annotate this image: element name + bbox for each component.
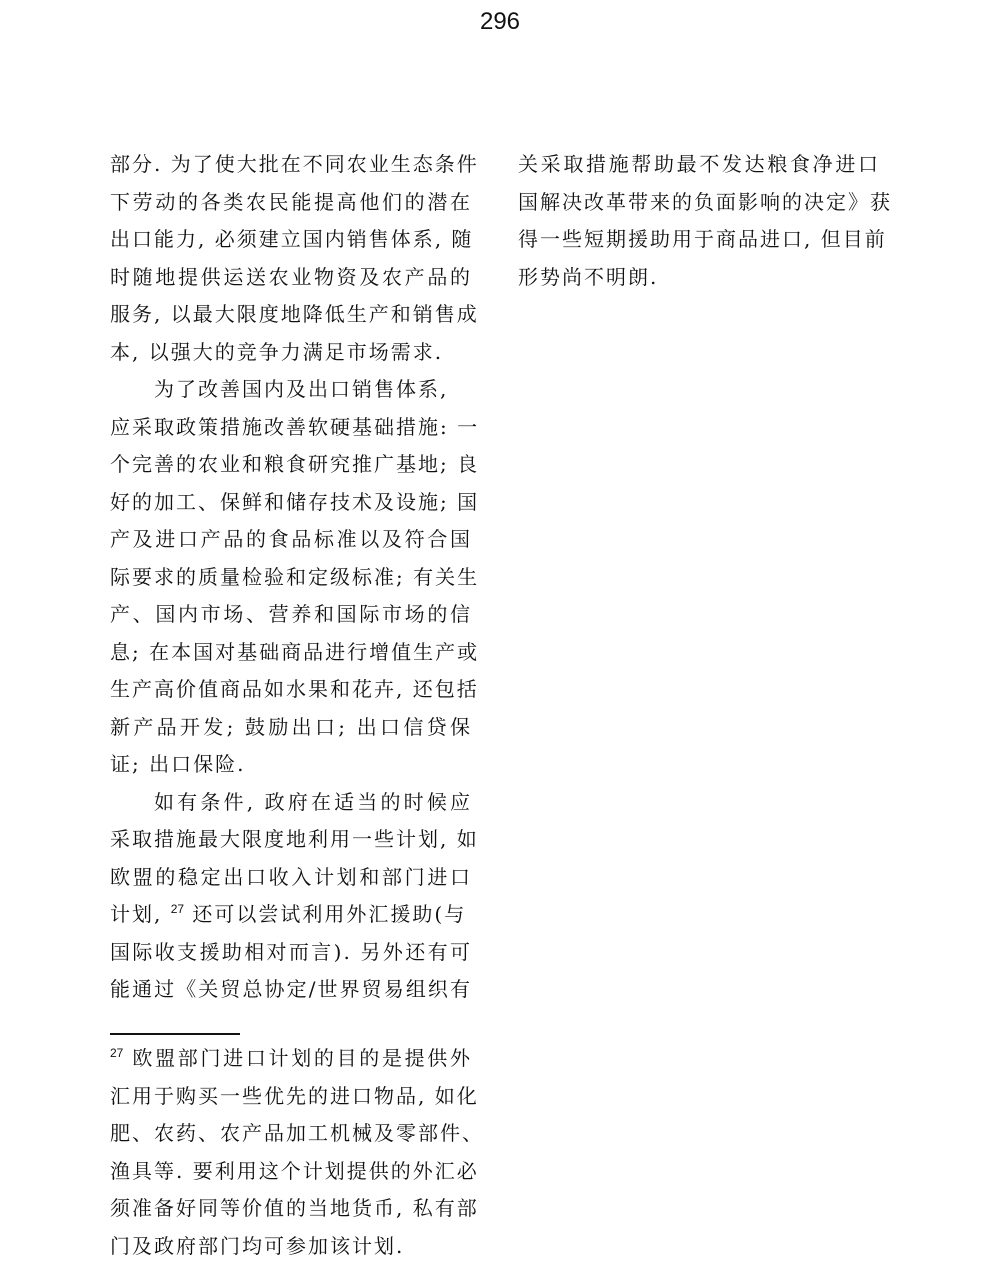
text-line: 出口能力, 必须建立国内销售体系, 随 <box>110 227 474 251</box>
text-line: 时随地提供运送农业物资及农产品的 <box>110 264 472 289</box>
footnote-marker: 27 <box>110 1046 124 1060</box>
text-line: 际要求的质量检验和定级标准; 有关生 <box>110 564 480 589</box>
text-line: 为了改善国内及出口销售体系, <box>154 377 449 401</box>
text-segment: 欧盟部门进口计划的目的是提供外 <box>123 1046 472 1070</box>
right-column <box>518 146 892 296</box>
text-line: 须准备好同等价值的当地货币, 私有部 <box>110 1196 479 1220</box>
left-column <box>110 146 480 1009</box>
text-line: 好的加工、保鲜和储存技术及设施; 国 <box>110 489 480 514</box>
text-line: 本, 以强大的竞争力满足市场需求. <box>110 339 444 364</box>
text-line: 形势尚不明朗. <box>518 264 659 289</box>
text-line: 应采取政策措施改善软硬基础措施: 一 <box>110 414 480 439</box>
text-line: 关采取措施帮助最不发达粮食净进口 <box>518 152 880 176</box>
text-line: 采取措施最大限度地利用一些计划, 如 <box>110 827 479 851</box>
paragraph-2 <box>110 371 480 784</box>
page-number: 296 <box>479 8 521 35</box>
text-line: 得一些短期援助用于商品进口, 但目前 <box>518 227 887 251</box>
text-line: 能通过《关贸总协定/世界贸易组织有 <box>110 977 472 1001</box>
text-line: 渔具等. 要利用这个计划提供的外汇必 <box>110 1158 479 1183</box>
footnote-divider <box>110 1033 240 1035</box>
text-line: 生产高价值商品如水果和花卉, 还包括 <box>110 677 479 701</box>
text-line: 个完善的农业和粮食研究推广基地; 良 <box>110 452 480 476</box>
text-line: 息; 在本国对基础商品进行增值生产或 <box>110 639 480 664</box>
text-line: 新产品开发; 鼓励出口; 出口信贷保 <box>110 714 472 739</box>
footnote-reference[interactable]: 27 <box>170 902 185 916</box>
text-line: 部分. 为了使大批在不同农业生态条件 <box>110 152 479 176</box>
footnote <box>110 1040 484 1265</box>
text-line: 门及政府部门均可参加该计划. <box>110 1233 405 1258</box>
text-line: 如有条件, 政府在适当的时候应 <box>154 789 472 814</box>
text-line: 欧盟的稳定出口收入计划和部门进口 <box>110 864 472 889</box>
paragraph-continued <box>518 146 892 296</box>
text-line: 下劳动的各类农民能提高他们的潜在 <box>110 189 472 214</box>
text-line: 产及进口产品的食品标准以及符合国 <box>110 527 472 551</box>
footnote-first-line <box>110 1040 472 1078</box>
text-line: 产、国内市场、营养和国际市场的信 <box>110 602 472 626</box>
text-line: 服务, 以最大限度地降低生产和销售成 <box>110 302 479 326</box>
text-line: 国解决改革带来的负面影响的决定》获 <box>518 189 892 214</box>
text-segment: 还可以尝试利用外汇援助(与 <box>184 902 467 926</box>
text-segment: 计划, <box>110 902 171 926</box>
paragraph-3 <box>110 784 479 1009</box>
paragraph-1 <box>110 146 479 371</box>
text-line: 证; 出口保险. <box>110 752 246 776</box>
text-line: 肥、农药、农产品加工机械及零部件、 <box>110 1121 484 1145</box>
text-line: 国际收支援助相对而言). 另外还有可 <box>110 939 472 964</box>
text-line-with-footnote <box>110 896 472 934</box>
text-line: 汇用于购买一些优先的进口物品, 如化 <box>110 1083 479 1108</box>
